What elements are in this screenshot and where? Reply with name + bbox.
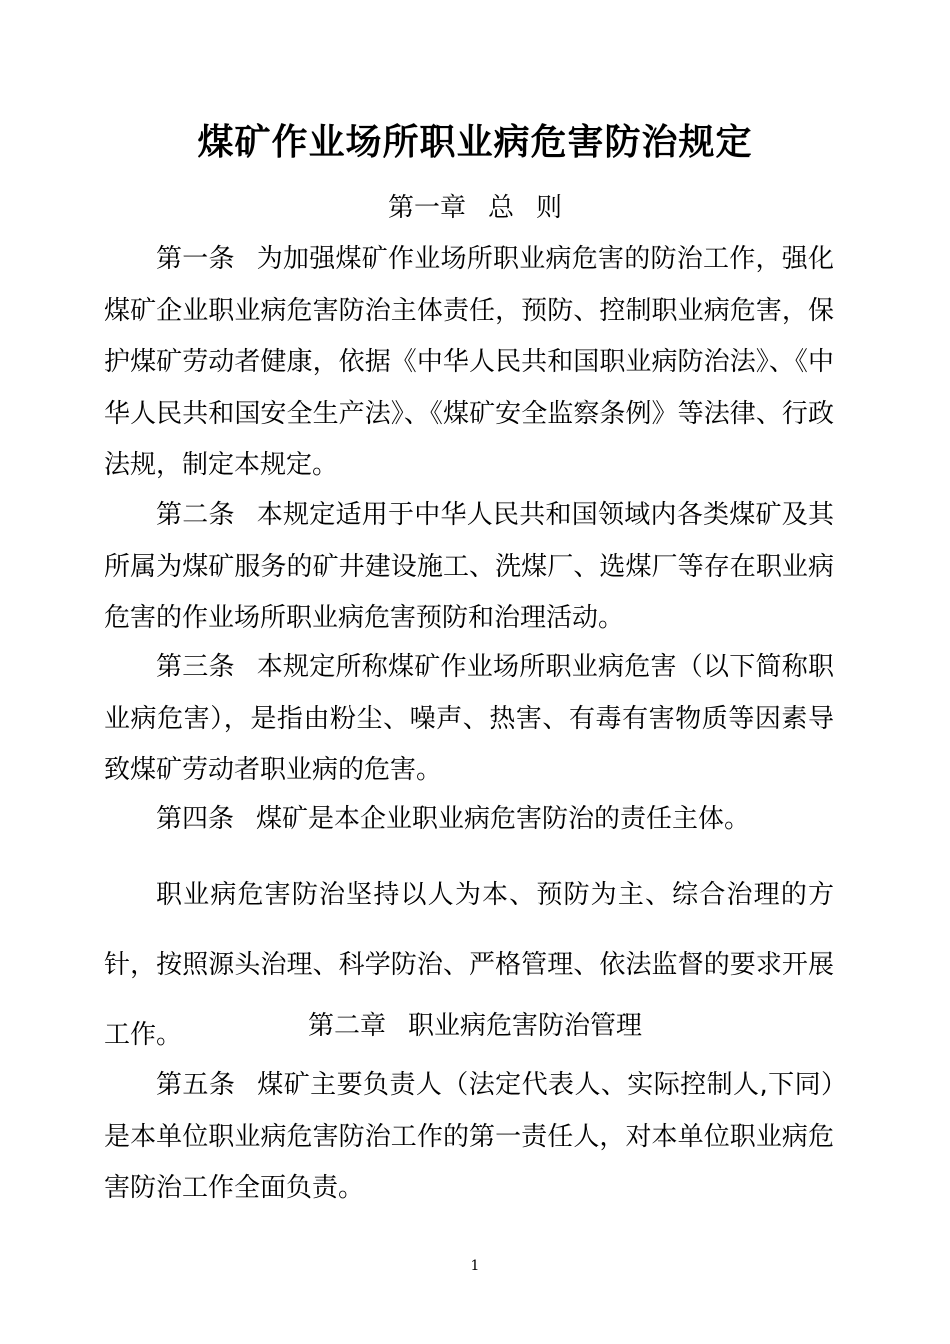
chapter-2-heading: [0, 1006, 950, 1046]
chapter-1-heading: [0, 188, 950, 228]
article-3-number: 第三条: [156, 652, 235, 682]
chapter-2-name: 职业病危害防治管理: [408, 1011, 643, 1041]
article-2-text: 本规定适用于中华人民共和国领域内各类煤矿及其所属为煤矿服务的矿井建设施工、洗煤厂、选煤厂等存在职业病危害的作业场所职业病危害预防和治理活动。: [104, 500, 834, 633]
article-4-number: 第四条: [156, 804, 235, 834]
article-4-text: 煤矿是本企业职业病危害防治的责任主体。: [256, 804, 751, 834]
article-1-text: 为加强煤矿作业场所职业病危害的防治工作，强化煤矿企业职业病危害防治主体责任，预防、控制职业病危害，保护煤矿劳动者健康，依据《中华人民共和国职业病防治法》、《中华人民共和国安全生产法》、《煤矿安全监察条例》等法律、行政法规，制定本规定。: [104, 244, 834, 480]
article-5-number: 第五条: [156, 1070, 236, 1100]
article-5: [104, 1060, 834, 1215]
article-1: [104, 234, 834, 492]
chapter-2-label: 第二章: [307, 1011, 386, 1041]
article-3: [104, 642, 834, 797]
chapter-1-word-2: 则: [536, 193, 563, 223]
article-5-text: 煤矿主要负责人（法定代表人、实际控制人,下同）是本单位职业病危害防治工作的第一责任人，对本单位职业病危害防治工作全面负责。: [104, 1070, 834, 1203]
chapter-1-label: 第一章: [387, 193, 466, 223]
document-title: 煤矿作业场所职业病危害防治规定: [197, 122, 753, 163]
page-number: 1: [470, 1258, 480, 1274]
article-2-number: 第二条: [156, 500, 235, 530]
chapter-1-word-1: 总: [487, 193, 514, 223]
article-4-paragraph-2: 职业病危害防治坚持以人为本、预防为主、综合治理的方针，按照源头治理、科学防治、严格管理、依法监督的要求开展工作。: [104, 880, 834, 1050]
article-1-number: 第一条: [156, 244, 235, 274]
article-3-text: 本规定所称煤矿作业场所职业病危害（以下简称职业病危害），是指由粉尘、噪声、热害、有毒有害物质等因素导致煤矿劳动者职业病的危害。: [104, 652, 834, 785]
article-2: [104, 490, 834, 645]
article-4: [104, 794, 834, 846]
